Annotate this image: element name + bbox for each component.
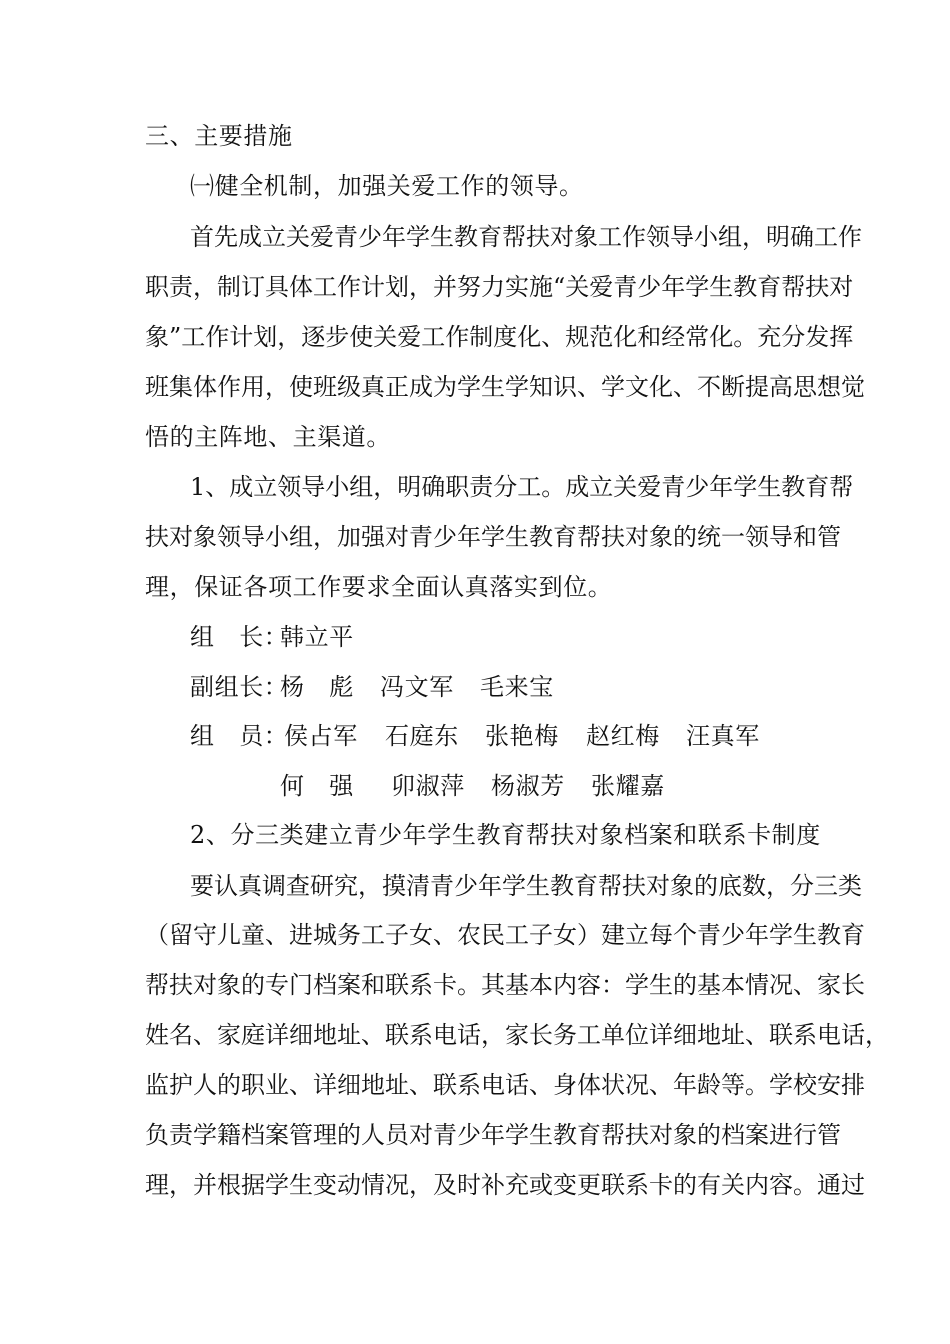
paragraph-line: 帮扶对象的专门档案和联系卡。其基本内容：学生的基本情况、家长 [145,971,865,999]
paragraph-line: 首先成立关爱青少年学生教育帮扶对象工作领导小组，明确工作 [190,223,862,251]
paragraph-line: 理，保证各项工作要求全面认真落实到位。 [145,573,613,601]
paragraph-line: 1、成立领导小组，明确职责分工。成立关爱青少年学生教育帮 [190,473,854,501]
member-name: 张耀嘉 [591,772,665,800]
paragraph-line: （留守儿童、进城务工子女、农民工子女）建立每个青少年学生教育 [145,921,865,949]
paragraph-line: 职责，制订具体工作计划，并努力实施“关爱青少年学生教育帮扶对 [145,273,854,301]
member-name: 卯淑萍 [391,772,465,800]
deputy-label: 副组长： [190,673,289,701]
paragraph-line: 扶对象领导小组，加强对青少年学生教育帮扶对象的统一领导和管 [145,523,841,551]
subsection-heading: ㈠健全机制，加强关爱工作的领导。 [190,172,584,200]
paragraph-line: 象”工作计划，逐步使关爱工作制度化、规范化和经常化。充分发挥 [145,323,854,351]
section-heading: 三、主要措施 [145,122,293,150]
paragraph-line: 要认真调查研究，摸清青少年学生教育帮扶对象的底数，分三类 [190,872,862,900]
item-heading: 2、分三类建立青少年学生教育帮扶对象档案和联系卡制度 [190,821,821,849]
deputy-name: 杨 彪 [280,673,354,701]
paragraph-line: 监护人的职业、详细地址、联系电话、身体状况、年龄等。学校安排 [145,1071,865,1099]
member-name: 张艳梅 [485,722,559,750]
paragraph-line: 悟的主阵地、主渠道。 [145,423,391,451]
member-name: 汪真军 [686,722,760,750]
paragraph-line: 负责学籍档案管理的人员对青少年学生教育帮扶对象的档案进行管 [145,1121,841,1149]
paragraph-line: 班集体作用，使班级真正成为学生学知识、学文化、不断提高思想觉 [145,373,865,401]
leader-name: 韩立平 [280,623,354,651]
leader-label: 组 长： [190,623,289,651]
member-name: 杨淑芳 [491,772,565,800]
paragraph-line: 姓名、家庭详细地址、联系电话，家长务工单位详细地址、联系电话， [145,1021,889,1049]
members-label: 组 员： [190,722,289,750]
member-name: 石庭东 [385,722,459,750]
member-name: 侯占军 [284,722,358,750]
member-name: 赵红梅 [586,722,660,750]
deputy-name: 毛来宝 [480,673,554,701]
paragraph-line: 理，并根据学生变动情况，及时补充或变更联系卡的有关内容。通过 [145,1171,865,1199]
member-name: 何 强 [280,772,354,800]
deputy-name: 冯文军 [380,673,454,701]
